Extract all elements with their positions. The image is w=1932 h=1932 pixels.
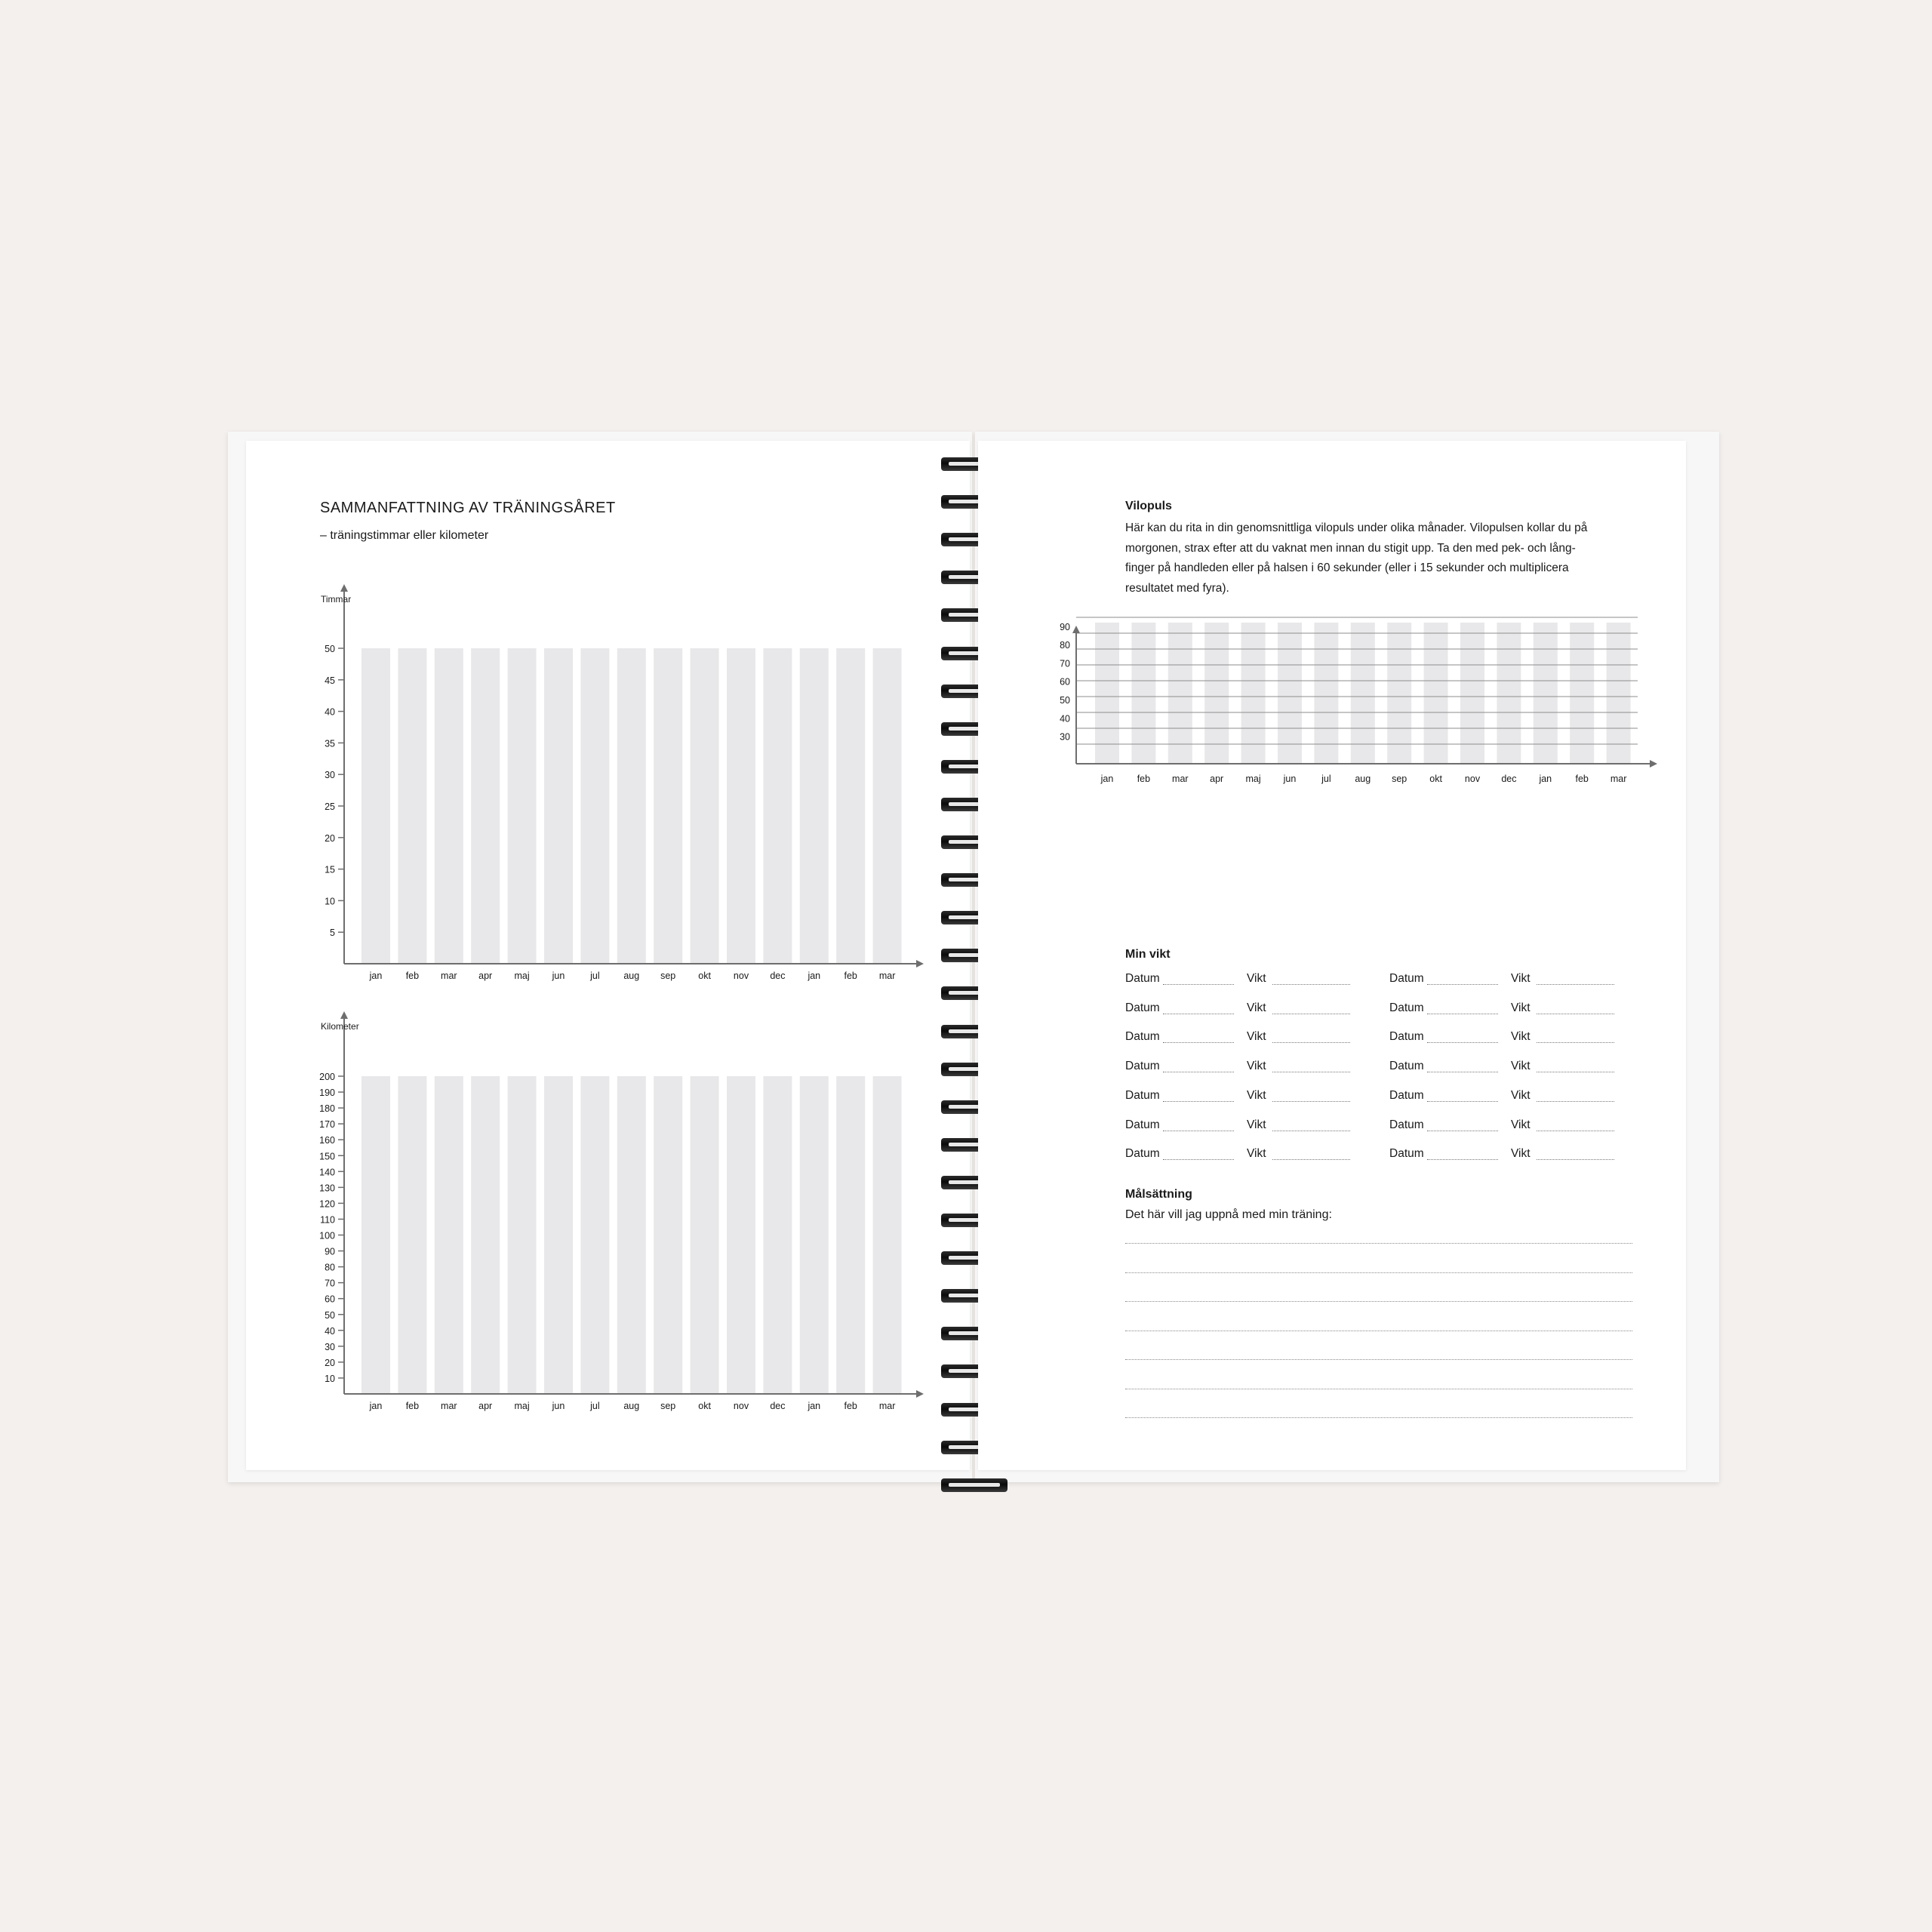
bar	[398, 1076, 426, 1394]
bar	[836, 1076, 865, 1394]
bar	[800, 1076, 829, 1394]
x-tick-label: feb	[844, 971, 857, 981]
vilopuls-chart-group	[1060, 617, 1657, 784]
date-field[interactable]	[1427, 1042, 1498, 1043]
bar	[727, 1076, 755, 1394]
y-tick-label: 30	[325, 1341, 335, 1352]
goal-writing-line[interactable]	[1125, 1272, 1632, 1273]
bar	[1314, 623, 1338, 764]
weight-label: Vikt	[1247, 1118, 1266, 1131]
y-tick-label: 50	[1060, 695, 1070, 706]
y-axis-label: Timmar	[321, 594, 352, 605]
weight-label: Vikt	[1511, 1088, 1531, 1102]
y-tick-label: 40	[1060, 713, 1070, 724]
bar	[508, 1076, 537, 1394]
y-tick-label: 110	[320, 1214, 335, 1226]
weight-entry	[1389, 1086, 1638, 1106]
y-tick-label: 35	[325, 738, 335, 749]
date-field[interactable]	[1163, 1042, 1234, 1043]
y-tick-label: 50	[325, 1309, 335, 1321]
y-tick-label: 120	[319, 1198, 335, 1210]
bar	[1497, 623, 1521, 764]
weight-label: Vikt	[1511, 1030, 1531, 1044]
date-label: Datum	[1389, 1030, 1424, 1044]
bar	[836, 648, 865, 964]
bar	[544, 1076, 573, 1394]
y-tick-label: 70	[1060, 658, 1070, 669]
bar	[508, 648, 537, 964]
y-tick-label: 40	[325, 706, 335, 718]
y-tick-label: 60	[325, 1294, 335, 1305]
date-field[interactable]	[1427, 1159, 1498, 1160]
y-tick-label: 45	[325, 675, 335, 686]
bar	[691, 648, 719, 964]
y-tick-label: 20	[325, 1357, 335, 1368]
y-tick-label: 5	[330, 928, 335, 939]
y-tick-label: 15	[325, 864, 335, 875]
x-tick-label: jan	[1539, 774, 1552, 784]
x-tick-label: maj	[1245, 774, 1261, 784]
x-tick-label: sep	[660, 1401, 676, 1411]
hours-chart-group	[321, 584, 924, 981]
weight-entry	[1389, 969, 1638, 989]
y-tick-label: 160	[319, 1135, 335, 1146]
x-tick-label: feb	[1575, 774, 1589, 784]
bar	[1424, 623, 1448, 764]
weight-field[interactable]	[1537, 1159, 1614, 1160]
bar	[654, 1076, 682, 1394]
x-tick-label: nov	[733, 1401, 749, 1411]
goal-prompt: Det här vill jag uppnå med min träning:	[1125, 1208, 1332, 1221]
bar	[691, 1076, 719, 1394]
date-label: Datum	[1125, 1030, 1160, 1044]
goal-heading: Målsättning	[1125, 1188, 1192, 1201]
bar	[1278, 623, 1302, 764]
x-tick-label: dec	[1501, 774, 1517, 784]
x-tick-label: jul	[1321, 774, 1331, 784]
x-axis-arrow	[1650, 760, 1657, 768]
y-tick-label: 10	[325, 896, 335, 907]
weight-label: Vikt	[1247, 1088, 1266, 1102]
x-tick-label: mar	[1610, 774, 1627, 784]
x-tick-label: okt	[698, 1401, 711, 1411]
hours-chart	[246, 441, 970, 1470]
date-label: Datum	[1389, 972, 1424, 985]
description-line: resultatet med fyra).	[1125, 581, 1229, 595]
date-label: Datum	[1125, 1001, 1160, 1014]
weight-label: Vikt	[1247, 972, 1266, 985]
x-tick-label: jan	[808, 1401, 821, 1411]
x-tick-label: jul	[590, 1401, 600, 1411]
weight-entry	[1389, 1144, 1638, 1164]
right-page	[978, 441, 1686, 1470]
x-tick-label: dec	[770, 971, 786, 981]
weight-label: Vikt	[1511, 1060, 1531, 1073]
y-tick-label: 170	[319, 1119, 335, 1131]
weight-entry	[1125, 1086, 1374, 1106]
y-tick-label: 60	[1060, 676, 1070, 688]
vilopuls-description	[1125, 518, 1654, 598]
goal-lines	[1125, 1226, 1632, 1452]
bar	[763, 648, 792, 964]
x-tick-label: mar	[878, 971, 896, 981]
weight-label: Vikt	[1247, 1060, 1266, 1073]
date-label: Datum	[1125, 972, 1160, 985]
weight-entry	[1125, 1115, 1374, 1135]
bar	[471, 648, 500, 964]
x-tick-label: apr	[478, 971, 493, 981]
goal-writing-line[interactable]	[1125, 1417, 1632, 1418]
y-tick-label: 40	[325, 1325, 335, 1337]
y-tick-label: 130	[319, 1183, 335, 1194]
date-label: Datum	[1125, 1118, 1160, 1131]
y-tick-label: 20	[325, 832, 335, 844]
date-field[interactable]	[1427, 1101, 1498, 1102]
y-tick-label: 200	[319, 1072, 335, 1082]
bar	[1241, 623, 1266, 764]
x-tick-label: nov	[733, 971, 749, 981]
bar	[873, 1076, 902, 1394]
bar	[1131, 623, 1155, 764]
weight-field[interactable]	[1537, 984, 1614, 985]
bar	[1607, 623, 1631, 764]
x-tick-label: mar	[1172, 774, 1189, 784]
bar	[1387, 623, 1411, 764]
x-axis-arrow	[916, 1390, 924, 1398]
x-axis-arrow	[916, 960, 924, 968]
description-line: finger på handleden eller på halsen i 60 sekunder (eller i 15 sekunder och multiplicera	[1125, 561, 1569, 574]
x-tick-label: jul	[590, 971, 600, 981]
y-tick-label: 50	[325, 644, 335, 654]
x-tick-label: aug	[623, 971, 640, 981]
left-page	[246, 441, 970, 1470]
x-tick-label: sep	[660, 971, 676, 981]
bar	[1570, 623, 1594, 764]
x-tick-label: jan	[1100, 774, 1114, 784]
weight-field[interactable]	[1272, 1042, 1350, 1043]
weight-label: Vikt	[1511, 972, 1531, 985]
weight-entry	[1389, 1057, 1638, 1076]
bar	[617, 1076, 646, 1394]
x-tick-label: apr	[478, 1401, 493, 1411]
date-field[interactable]	[1163, 1159, 1234, 1160]
date-field[interactable]	[1163, 1101, 1234, 1102]
weight-entry	[1125, 969, 1374, 989]
weight-entry	[1125, 998, 1374, 1018]
x-tick-label: mar	[441, 1401, 457, 1411]
weight-entry	[1125, 1057, 1374, 1076]
x-tick-label: mar	[878, 1401, 896, 1411]
spiral-coil	[941, 1478, 1008, 1492]
date-label: Datum	[1125, 1060, 1160, 1073]
weight-entry	[1125, 1144, 1374, 1164]
bar	[1460, 623, 1484, 764]
weight-field[interactable]	[1272, 1101, 1350, 1102]
x-tick-label: feb	[844, 1401, 857, 1411]
x-tick-label: sep	[1392, 774, 1407, 784]
x-tick-label: mar	[441, 971, 457, 981]
weight-field[interactable]	[1537, 1101, 1614, 1102]
x-tick-label: aug	[1355, 774, 1371, 784]
x-tick-label: aug	[623, 1401, 640, 1411]
x-tick-label: apr	[1210, 774, 1224, 784]
y-tick-label: 10	[325, 1373, 335, 1384]
y-tick-label: 80	[325, 1262, 335, 1273]
bar	[763, 1076, 792, 1394]
bar	[800, 648, 829, 964]
date-label: Datum	[1389, 1060, 1424, 1073]
weight-field[interactable]	[1537, 1042, 1614, 1043]
y-tick-label: 30	[1060, 731, 1070, 743]
bar	[580, 1076, 609, 1394]
y-axis-arrow	[1072, 626, 1080, 633]
y-axis-arrow	[340, 1011, 348, 1019]
description-line: morgonen, strax efter att du vaknat men innan du stigit upp. Ta den med pek- och lång-	[1125, 541, 1576, 555]
y-tick-label: 70	[325, 1278, 335, 1289]
bar	[1534, 623, 1558, 764]
goal-writing-line[interactable]	[1125, 1359, 1632, 1360]
x-tick-label: jan	[369, 971, 383, 981]
weight-label: Vikt	[1511, 1118, 1531, 1131]
x-tick-label: jun	[552, 1401, 565, 1411]
bar	[435, 1076, 463, 1394]
vilopuls-heading: Vilopuls	[1125, 500, 1172, 512]
y-tick-label: 100	[319, 1230, 335, 1241]
date-label: Datum	[1389, 1118, 1424, 1131]
y-tick-label: 190	[319, 1088, 335, 1099]
x-tick-label: maj	[514, 1401, 530, 1411]
kilometer-chart-group	[319, 1011, 924, 1411]
y-tick-label: 150	[319, 1151, 335, 1162]
x-tick-label: jan	[369, 1401, 383, 1411]
y-tick-label: 140	[319, 1167, 335, 1178]
vilopuls-chart	[978, 614, 1686, 916]
weight-label: Vikt	[1247, 1001, 1266, 1014]
x-tick-label: feb	[1137, 774, 1151, 784]
weight-table	[1125, 969, 1654, 1173]
x-tick-label: jun	[552, 971, 565, 981]
weight-label: Vikt	[1511, 1001, 1531, 1014]
date-label: Datum	[1389, 1088, 1424, 1102]
bar	[1095, 623, 1119, 764]
bar	[398, 648, 426, 964]
bar	[1168, 623, 1192, 764]
y-tick-label: 30	[325, 770, 335, 781]
y-tick-label: 90	[325, 1246, 335, 1257]
weight-label: Vikt	[1247, 1030, 1266, 1044]
weight-label: Vikt	[1511, 1147, 1531, 1161]
x-tick-label: maj	[514, 971, 530, 981]
page-subtitle: – träningstimmar eller kilometer	[320, 529, 489, 542]
weight-entry	[1389, 998, 1638, 1018]
date-label: Datum	[1389, 1147, 1424, 1161]
x-tick-label: feb	[405, 1401, 420, 1411]
x-tick-label: dec	[770, 1401, 786, 1411]
bar	[435, 648, 463, 964]
x-tick-label: nov	[1464, 774, 1481, 784]
date-field[interactable]	[1163, 984, 1234, 985]
weight-field[interactable]	[1272, 984, 1350, 985]
bar	[544, 648, 573, 964]
goal-writing-line[interactable]	[1125, 1301, 1632, 1302]
description-line: Här kan du rita in din genomsnittliga vilopuls under olika månader. Vilopulsen kollar du på	[1125, 521, 1588, 534]
x-tick-label: jan	[808, 971, 821, 981]
x-tick-label: jun	[1283, 774, 1297, 784]
y-tick-label: 180	[319, 1103, 335, 1115]
bar	[617, 648, 646, 964]
weight-entry	[1389, 1027, 1638, 1047]
y-tick-label: 90	[1060, 621, 1070, 632]
bar	[361, 648, 390, 964]
weight-entry	[1125, 1027, 1374, 1047]
y-tick-label: 25	[325, 801, 335, 812]
y-tick-label: 80	[1060, 640, 1070, 651]
y-axis-label: Kilometer	[321, 1021, 359, 1032]
bar	[727, 648, 755, 964]
weight-label: Vikt	[1247, 1147, 1266, 1161]
weight-field[interactable]	[1272, 1159, 1350, 1160]
bar	[471, 1076, 500, 1394]
bar	[1351, 623, 1375, 764]
bar	[873, 648, 902, 964]
x-tick-label: okt	[698, 971, 711, 981]
x-tick-label: okt	[1429, 774, 1442, 784]
date-label: Datum	[1125, 1147, 1160, 1161]
date-field[interactable]	[1427, 984, 1498, 985]
weight-heading: Min vikt	[1125, 948, 1171, 961]
bar	[654, 648, 682, 964]
date-label: Datum	[1125, 1088, 1160, 1102]
goal-writing-line[interactable]	[1125, 1243, 1632, 1244]
bar	[1204, 623, 1229, 764]
y-axis-arrow	[340, 584, 348, 592]
weight-entry	[1389, 1115, 1638, 1135]
bar	[361, 1076, 390, 1394]
page-title: SAMMANFATTNING AV TRÄNINGSÅRET	[320, 500, 616, 516]
date-label: Datum	[1389, 1001, 1424, 1014]
x-tick-label: feb	[405, 971, 420, 981]
bar	[580, 648, 609, 964]
